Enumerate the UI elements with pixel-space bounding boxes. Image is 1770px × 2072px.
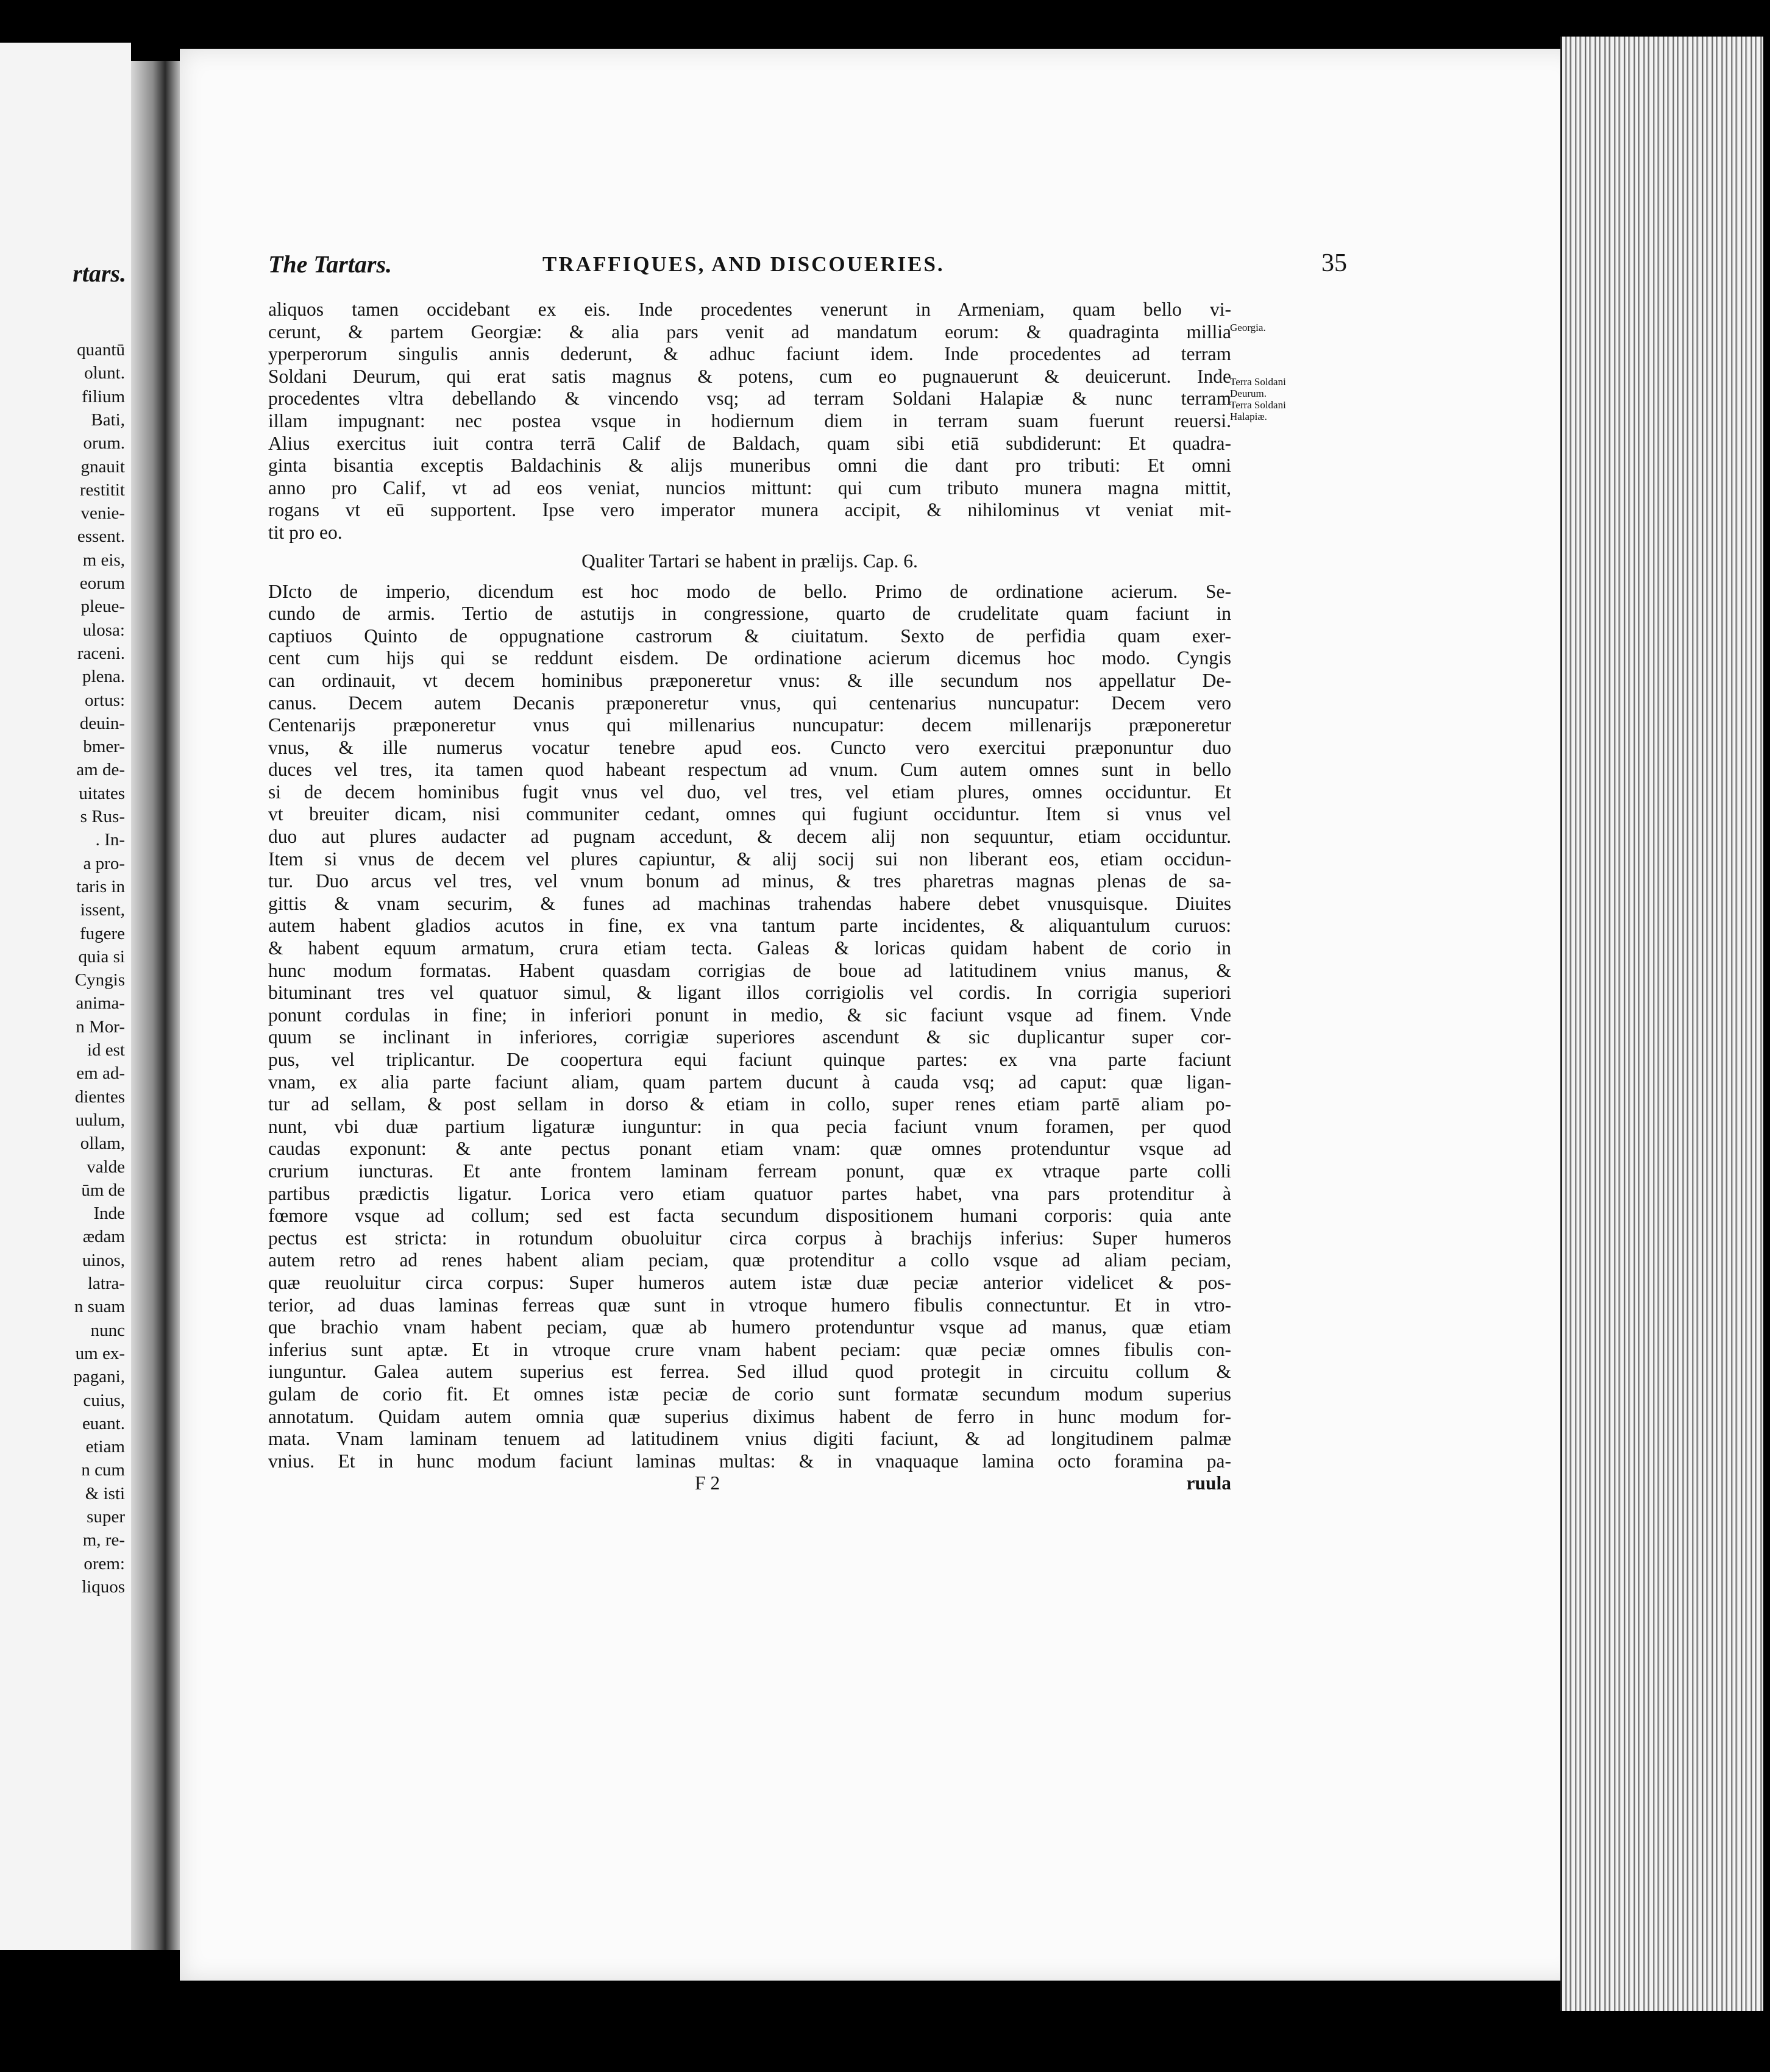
text-line: & habent equum armatum, crura etiam tecta. Galeas & loricas quidam habent de corio in [268, 937, 1231, 959]
text-line: caudas exponunt: & ante pectus ponant etiam vnam: quæ omnes protenduntur vsque ad [268, 1138, 1231, 1160]
previous-page-line-fragment: dientes [74, 1087, 125, 1107]
text-line: pectus est stricta: in rotundum obuoluitur circa corpus à brachijs inferius: Super humeros [268, 1227, 1231, 1249]
text-line: si de decem hominibus fugit vnus vel duo, vel tres, vel etiam plures, omnes occiduntur. Et [268, 781, 1231, 803]
text-line: vnam, ex alia parte faciunt aliam, quam partem ducunt à cauda vsq; ad caput: quæ ligan- [268, 1071, 1231, 1093]
text-line: can ordinauit, vt decem hominibus præponeretur vnus: & ille secundum nos appellatur De- [268, 669, 1231, 691]
text-line: illam impugnant: nec postea vsque in hodiernum diem in terram suam fuerunt reuersi. [268, 410, 1231, 431]
previous-page-line-fragment: raceni. [77, 643, 125, 663]
text-line: quæ reuoluitur circa corpus: Super humeros autem istæ duæ peciæ anterior videlicet & pos- [268, 1271, 1231, 1293]
page-block-edge [1560, 37, 1763, 2011]
previous-page-line-fragment: ollam, [80, 1134, 125, 1154]
running-title-left: The Tartars. [268, 250, 393, 278]
previous-page-line-fragment: m eis, [82, 550, 125, 570]
margin-note: Georgia. [1230, 322, 1266, 333]
text-line: inferius sunt aptæ. Et in vtroque crure vnam habent peciam: quæ peciæ omnes fibulis con- [268, 1338, 1231, 1360]
text-line: tur ad sellam, & post sellam in dorso & etiam in collo, super renes etiam partē aliam po- [268, 1093, 1231, 1115]
previous-page-line-fragment: id est [87, 1040, 125, 1060]
previous-page-line-fragment: ūm de [81, 1180, 125, 1200]
text-line: Item si vnus de decem vel plures capiuntur, & alij socij sui non liberant eos, etiam occidun- [268, 848, 1231, 870]
previous-page-line-fragment: cuius, [83, 1390, 125, 1410]
margin-note: Halapiæ. [1230, 411, 1267, 422]
margin-note [1230, 364, 1309, 376]
previous-page-line-fragment: essent. [77, 527, 125, 547]
previous-page-line-fragment: gnauit [80, 456, 125, 477]
text-line: Centenarijs præponeretur vnus qui millenarius nuncupatur: decem millenarijs præponeretur [268, 714, 1231, 736]
previous-page-line-fragment: anima- [76, 993, 125, 1013]
previous-page-line-fragment: am de- [76, 760, 125, 780]
previous-page-line-fragment: fugere [79, 923, 125, 943]
text-line: fœmore vsque ad collum; sed est facta secundum dispositionem humani corporis: quia ante [268, 1205, 1231, 1227]
page-number: 35 [1321, 249, 1347, 277]
previous-page-line-fragment: bmer- [83, 737, 125, 757]
previous-page-line-fragment: um ex- [75, 1343, 125, 1363]
previous-page-edge [0, 43, 131, 1950]
margin-note: Terra Soldani [1230, 376, 1286, 388]
text-line: autem retro ad renes habent aliam peciam, quæ protenditur a collo vsque ad aliam peciam, [268, 1249, 1231, 1271]
previous-running-head: rtars. [73, 260, 126, 287]
text-line: ginta bisantia exceptis Baldachinis & alijs muneribus omni die dant pro tributi: Et omni [268, 455, 1231, 477]
previous-page-line-fragment: issent, [80, 900, 125, 920]
text-line: Alius exercitus iuit contra terrā Calif de Baldach, quam sibi etiā subdiderunt: Et quadra- [268, 432, 1231, 454]
chapter-heading: Qualiter Tartari se habent in prælijs. Cap. 6. [581, 550, 918, 572]
text-line: annotatum. Quidam autem omnia quæ superius diximus habent de ferro in hunc modum for- [268, 1405, 1231, 1427]
book-gutter [131, 61, 180, 1950]
text-line: quum se inclinant in inferiores, corrigiæ superiores ascendunt & sic duplicantur super cor- [268, 1026, 1231, 1048]
text-line: tit pro eo. [268, 521, 343, 543]
previous-page-line-fragment: & isti [85, 1483, 125, 1503]
text-line: gittis & vnam securim, & funes ad machinas trahendas habere debet vnusquisque. Diuites [268, 892, 1231, 914]
previous-page-line-fragment: a pro- [83, 853, 125, 873]
previous-page-line-fragment: liquos [82, 1577, 125, 1597]
previous-page-line-fragment: . In- [95, 830, 125, 850]
previous-page-line-fragment: orum. [83, 433, 125, 453]
text-line: bituminant tres vel quatuor simul, & ligant illos corrigiolis vel cordis. In corrigia superiori [268, 982, 1231, 1004]
previous-page-line-fragment: orem: [84, 1553, 125, 1574]
text-line: cent cum hijs qui se reddunt eisdem. De ordinatione acierum dicemus hoc modo. Cyngis [268, 647, 1231, 669]
text-line: hunc modum formatas. Habent quasdam corrigias de boue ad latitudinem vnius manus, & [268, 959, 1231, 981]
previous-page-line-fragment: uinos, [82, 1250, 125, 1270]
running-title-center: TRAFFIQUES, AND DISCOUERIES. [542, 252, 945, 276]
text-line: DIcto de imperio, dicendum est hoc modo de bello. Primo de ordinatione acierum. Se- [268, 580, 1231, 602]
previous-page-line-fragment: euant. [82, 1413, 125, 1433]
text-line: autem habent gladios acutos in fine, ex vna tantum parte incidentes, & aliquantulum curuos: [268, 915, 1231, 937]
text-line: captiuos Quinto de oppugnatione castrorum & ciuitatum. Sexto de perfidia quam exer- [268, 625, 1231, 647]
previous-page-line-fragment: Inde [93, 1204, 125, 1224]
previous-page-line-fragment: n Mor- [76, 1016, 125, 1037]
text-line: crurium iuncturas. Et ante frontem laminam ferream ponunt, quæ ex vtraque parte colli [268, 1160, 1231, 1182]
previous-page-line-fragment: venie- [80, 503, 125, 523]
previous-page-line-fragment: uitates [79, 783, 125, 803]
text-line: rogans vt eū supportent. Ipse vero imperator munera accipit, & nihilominus vt veniat mit- [268, 499, 1231, 521]
previous-page-line-fragment: filium [82, 386, 125, 406]
previous-page-line-fragment: quantū [77, 340, 125, 360]
page-body-text [268, 299, 1231, 1495]
margin-note: Terra Soldani [1230, 399, 1286, 411]
margin-note: Deurum. [1230, 388, 1267, 399]
previous-page-line-fragment: olunt. [84, 363, 125, 383]
catchword: ruula [1186, 1472, 1231, 1494]
text-line: vnius. Et in hunc modum faciunt laminas multas: & in vnaquaque lamina octo foramina pa- [268, 1450, 1231, 1472]
previous-page-line-fragment: restitit [79, 480, 125, 500]
previous-page-line-fragment: eorum [79, 573, 125, 593]
previous-page-line-fragment: latra- [87, 1274, 125, 1293]
text-line: cerunt, & partem Georgiæ: & alia pars venit ad mandatum eorum: & quadraginta millia [268, 321, 1231, 342]
previous-page-line-fragment: s Rus- [80, 807, 125, 826]
text-line: procedentes vltra debellando & vincendo vsq; ad terram Soldani Halapiæ & nunc terram [268, 388, 1231, 410]
previous-page-line-fragment: ortus: [84, 690, 125, 710]
marginal-notes [1230, 322, 1309, 422]
text-line: anno pro Calif, vt ad eos veniat, nuncios mittunt: qui cum tributo munera magna mittit, [268, 477, 1231, 498]
text-line: iunguntur. Galea autem superius est ferrea. Sed illud quod protegit in circuitu collum & [268, 1361, 1231, 1383]
text-line: vnus, & ille numerus vocatur tenebre apud eos. Cuncto vero exercitui præponuntur duo [268, 736, 1231, 758]
page-footer [268, 1472, 1231, 1495]
previous-page-line-fragment: deuin- [79, 713, 125, 733]
text-line: mata. Vnam laminam tenuem ad latitudinem vnius digiti faciunt, & ad longitudinem palmæ [268, 1428, 1231, 1450]
text-line: aliquos tamen occidebant ex eis. Inde procedentes venerunt in Armeniam, quam bello vi- [268, 299, 1231, 320]
running-header [268, 249, 1347, 284]
previous-page-line-fragment: Bati, [91, 410, 125, 430]
previous-page-line-fragment: super [87, 1507, 125, 1527]
text-line: pus, vel triplicantur. De coopertura equi faciunt quinque partes: ex vna parte faciunt [268, 1049, 1231, 1070]
previous-page-line-fragment: valde [87, 1157, 125, 1177]
previous-page-line-fragment: etiam [85, 1437, 125, 1457]
previous-page-line-fragment: ædam [82, 1227, 125, 1247]
text-line: vt breuiter dicam, nisi communiter cedant, omnes qui fugiunt occiduntur. Item si vnus vel [268, 803, 1231, 825]
previous-page-line-fragment: ulosa: [82, 620, 125, 640]
text-line: canus. Decem autem Decanis præponeretur vnus, qui centenarius nuncupatur: Decem vero [268, 692, 1231, 714]
previous-page-line-fragment: uulum, [75, 1110, 125, 1130]
text-line: nunt, vbi duæ partium ligaturæ iunguntur: in qua pecia faciunt vnum foramen, per quod [268, 1115, 1231, 1137]
text-line: duces vel tres, ita tamen quod habeant respectum ad vnum. Cum autem omnes sunt in bello [268, 759, 1231, 781]
text-line: yperperorum singulis annis dederunt, & adhuc faciunt idem. Inde procedentes ad terram [268, 343, 1231, 365]
text-line: Soldani Deurum, qui erat satis magnus & potens, cum eo pugnauerunt & deuicerunt. Inde [268, 365, 1231, 387]
text-line: terior, ad duas laminas ferreas quæ sunt in vtroque humero fibulis connectuntur. Et in vtro- [268, 1294, 1231, 1316]
previous-page-line-fragment: n cum [81, 1460, 125, 1480]
text-line: ponunt cordulas in fine; in inferiori ponunt in medio, & sic faciunt vsque ad finem. Vnde [268, 1004, 1231, 1026]
text-line: que brachio vnam habent peciam, quæ ab humero protenduntur vsque ad manus, quæ etiam [268, 1316, 1231, 1338]
text-line: gulam de corio fit. Et omnes istæ peciæ de corio sunt formatæ secundum modum superius [268, 1383, 1231, 1405]
previous-page-line-fragment: em ad- [76, 1063, 125, 1084]
previous-page-line-fragment: n suam [74, 1297, 125, 1317]
signature-mark: F 2 [695, 1472, 720, 1494]
previous-page-line-fragment: pleue- [80, 597, 125, 617]
previous-page-line-fragment: taris in [76, 876, 125, 896]
previous-page-line-fragment: plena. [82, 667, 125, 687]
previous-page-line-fragment: Cyngis [74, 970, 125, 990]
text-line: cundo de armis. Tertio de astutijs in congressione, quarto de crudelitate quam faciunt in [268, 603, 1231, 625]
text-line: tur. Duo arcus vel tres, vel vnum bonum ad minus, & tres pharetras magnas plenas de sa- [268, 870, 1231, 892]
text-line: partibus prædictis ligatur. Lorica vero etiam quatuor partes habet, vna pars protenditur à [268, 1182, 1231, 1204]
previous-page-line-fragment: m, re- [82, 1530, 125, 1550]
previous-page-line-fragment: nunc [90, 1320, 125, 1340]
text-line: duo aut plures audacter ad pugnam accedunt, & decem alij non sequuntur, etiam occiduntur. [268, 826, 1231, 848]
previous-page-line-fragment: quia si [78, 946, 125, 967]
previous-page-line-fragment: pagani, [73, 1367, 125, 1387]
